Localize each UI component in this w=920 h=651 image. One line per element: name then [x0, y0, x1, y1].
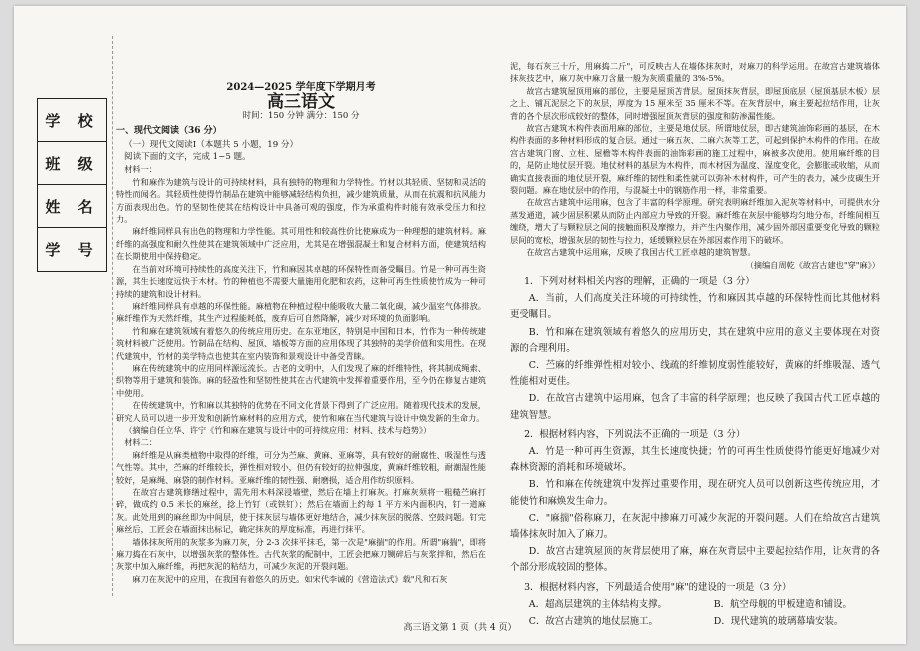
class-label: 班 级	[38, 142, 106, 185]
material-label: 材料一：	[124, 164, 157, 175]
student-info-box	[37, 98, 107, 272]
material-paragraph: 麻刀在灰泥中的应用，在我国有着悠久的历史。如宋代李诫的《营造法式》载"凡和石灰	[132, 573, 448, 584]
question-1-option-a: A．当前，人们高度关注环境的可持续性，竹和麻因其卓越的环保特性而比其他材料更受瞩目。	[510, 293, 880, 321]
question-2-option-c: C．"麻揣"俗称麻刀，在灰泥中掺麻刀可减少灰泥的开裂问题。人们在给故宫古建筑墙体抹灰时加入了麻刀。	[510, 512, 880, 540]
question-3-option-a: A．超高层建筑的主体结构支撑。	[528, 598, 667, 610]
material-paragraph: 在故宫古建筑修缮过程中，需先用木料深浸墙壁，然后在墙上打麻灰。打麻灰须将一粗糙苎麻打碎，做成约 0.5 米长的麻丝，捻上竹钉（或铁钉）；然后在墙面上约每 1 平方米内面积内，钉一道麻灰。此处用到的麻丝即为中间层，使于抹灰层与墙体更好地结合，减少抹灰层的脱落、空鼓问题。钉完麻丝后，工匠会在墙面抹出标记，确定抹灰的厚度标准，再进行抹平。	[116, 487, 486, 535]
source-citation: （摘编自任立华、许宁《竹和麻在建筑与设计中的可持续应用：材料、技术与趋势》）	[124, 424, 432, 435]
right-column	[510, 60, 880, 630]
question-1-option-b: B．竹和麻在建筑领域有着悠久的应用历史，其在建筑中应用的意义主要体现在对资源的合理利用。	[510, 326, 880, 354]
question-2-option-d: D．故宫古建筑屋顶的灰背层使用了麻，麻在灰背层中主要起拉结作用，让灰背的各个部分形成较固的整体。	[510, 546, 880, 574]
material-paragraph: 在故宫古建筑中运用麻，包含了丰富的科学原理。研究表明麻纤维加入泥灰等材料中，可提供水分蒸发通道，减少固层积累从而防止内部应力导致的开裂。麻纤维在灰层中能够均匀地分布，纤维间相互缠绕，增大了与颗粒层之间的接触面积及摩擦力，并产生内聚作用，减少固外部因重要变化导致的颗粒层间的宽松，增强灰层的韧性与拉力，延缓颗粒层在外部因素作用下的破坏。	[510, 197, 880, 245]
question-1-option-d: D．在故宫古建筑中运用麻，包含了丰富的科学原理；也反映了我国古代工匠卓越的建筑智慧。	[510, 393, 880, 421]
material-paragraph: 麻纤维同样具有卓越的环保性能。麻植物在种植过程中能吸收大量二氧化碳，减少温室气体排放。麻纤维作为天然纤维，其生产过程能耗低，废弃后可自然降解，减少对环境的负面影响。	[116, 300, 486, 324]
source-citation: （摘编自周乾《故宫古建也"穿"麻》）	[745, 259, 880, 270]
binding-line	[112, 36, 113, 596]
question-3-option-c: C．故宫古建筑的地仗层施工。	[528, 615, 658, 627]
question-1-option-c: C．苎麻的纤维弹性相对较小、线疏的纤维韧度弱性能较好，黄麻的纤维吸湿、透气性能相对更佳。	[510, 359, 880, 388]
exam-page	[14, 6, 906, 644]
material-paragraph: 竹和麻作为建筑与设计的可持续材料，具有独特的物理和力学特性。竹材以其轻质、坚韧和灵活的特性而闻名。其轻质性使得竹制品在建筑中能够减轻结构负担，减少建筑质量，从而在抗震和抗风能力方面表现出色。竹的坚韧性使其在结构设计中具备可观的强度，作为承重构件时能有效承受压力和拉力。	[116, 176, 486, 225]
question-2-option-a: A．竹是一种可再生资源，其生长速度快捷；竹的可再生性质使得竹能更好地减少对森林资源的消耗和环境破坏。	[510, 445, 880, 474]
material-paragraph: 泥，每石灰三十斤，用麻捣二斤"，可反映古人在墙体抹灰时，对麻刀的科学运用。在故宫古建筑墙体抹灰技艺中，麻刀灰中麻刀含量一般为灰质重量的 3%-5%。	[510, 61, 880, 84]
material-paragraph: 麻在传统建筑中的应用同样源远流长。古老的文明中，人们发现了麻的纤维特性，将其制成绳索、织物等用于建筑和装饰。麻的轻盈性和坚韧性使其在古代建筑中发挥着重要作用，至今仍在修复古建筑中使用。	[116, 362, 486, 398]
question-2-option-b: B．竹和麻在传统建筑中发挥过重要作用，现在研究人员可以创新这些传统应用，才能使竹和麻焕发生命力。	[510, 479, 880, 507]
instruction: 阅读下面的文字，完成 1~5 题。	[124, 152, 251, 163]
material-paragraph: 故宫古建筑木构件表面用麻的部位，主要是地仗层。所谓地仗层，即古建筑油饰彩画的基层，在木构件表面的多种材料形成的复合层。通过一麻五灰、二麻六灰等工艺，可起到保护木构件的作用。在故宫古建筑门窗、立柱、屋檐等木构件表面的油饰彩画的施工过程中，麻被多次使用。使用麻纤维的目的，是防止地仗层开裂。地仗材料的基层为木构件，而木材因为温度、湿度变化，会膨胀或收缩，从而确实直接表面的地仗层开裂，麻纤维的韧性和柔性就可以弥补木材构件，可产生的表力，减少皮碳生开裂问题。麻在地仗层中的作用，与混凝土中的钢筋作用一样，非常重要。	[510, 123, 880, 196]
material-paragraph: 在传统建筑中，竹和麻以其独特的优势在不同文化背景下得到了广泛应用。随着现代技术的发展，研究人员可以进一步开发和创新竹麻材料的应用方式，使竹和麻在当代建筑与设计中焕发新的生命力。	[116, 400, 486, 423]
name-label: 姓 名	[38, 185, 106, 228]
material-paragraph: 竹和麻在建筑领域有着悠久的传统应用历史。在东亚地区，特别是中国和日本，竹作为一种传统建筑材料被广泛使用。竹制品在结构、屋顶、墙板等方面的应用体现了其独特的美学价值和实用性。在现代建筑中，竹材的美学特点也使其在室内装饰和景观设计中备受青睐。	[116, 325, 486, 361]
left-column	[116, 60, 486, 585]
material-paragraph: 墙体抹灰所用的灰浆多为麻刀灰，分 2-3 次抹平抹毛，第一次是"麻揣"的作用。所谓"麻揣"，即将麻刀捣在石灰中，以增强灰浆的整体性。古代灰浆的配制中，工匠会把麻刀铡碎后与灰浆拌和，然后在灰浆中加入麻纤维，再把灰泥的粘结力，可减少灰泥的开裂问题。	[116, 536, 486, 572]
material-paragraph: 麻纤维同样具有出色的物理和力学性能。其可用性和较高性价比使麻成为一种理想的建筑材料。麻纤维的高强度和耐久性使其在建筑领域中广泛应用，尤其是在增强混凝土和复合材料方面，使建筑结构在长期使用中保持稳定。	[116, 226, 486, 262]
material-label: 材料二：	[124, 437, 157, 448]
question-3-option-b: B．航空母舰的甲板建造和铺设。	[713, 598, 852, 610]
question-3: 3．根据材料内容，下列最适合使用"麻"的建设的一项是（3 分）	[524, 581, 792, 593]
question-2: 2．根据材料内容，下列说法不正确的一项是（3 分）	[524, 428, 746, 440]
question-1: 1．下列对材料相关内容的理解，正确的一项是（3 分）	[524, 275, 755, 287]
question-3-options-row	[510, 597, 880, 613]
exam-title: 高三语文	[267, 92, 335, 113]
subsection-heading: （一）现代文阅读Ⅰ（本题共 5 小题，19 分）	[124, 139, 299, 150]
exam-time: 时间：150 分钟 满分：150 分	[242, 110, 360, 121]
material-paragraph: 麻纤维是从麻类植物中取得的纤维，可分为苎麻、黄麻、亚麻等，具有较好的耐腐性、吸湿性与透气性等。其中，苎麻的纤维较长，弹性相对较小，但仍有较好的拉伸强度，黄麻纤维较粗，耐潮湿性能较好，是麻绳、麻袋的制作材料。亚麻纤维的韧性强、耐磨损，适合用作纺织原料。	[116, 449, 486, 485]
student-number-label: 学 号	[45, 241, 99, 259]
material-paragraph: 在故宫古建筑中运用麻，反映了我国古代工匠卓越的建筑智慧。	[526, 247, 756, 258]
question-3-option-d: D．现代建筑的玻璃幕墙安装。	[713, 615, 844, 627]
exam-year: 2024—2025 学年度下学期月考	[226, 82, 376, 93]
page-footer: 高三语文第 1 页（共 4 页）	[403, 623, 517, 633]
material-paragraph: 故宫古建筑屋顶用麻的部位，主要是屋顶苫背层。屋顶抹灰背层，即屋顶底层（屋顶基层木板）层之上、铺瓦泥层之下的灰层，厚度为 15 厘米至 35 厘米不等。在灰背层中，麻主要起拉结作用，让灰背的各个层次形成较好的整体，同时增强屋顶灰背层的强度和防渗漏性能。	[510, 85, 880, 121]
section-heading: 一、现代文阅读（36 分）	[116, 126, 222, 137]
school-label: 学 校	[38, 99, 106, 142]
material-paragraph: 在当前对环境可持续性的高度关注下，竹和麻因其卓越的环保特性而备受瞩目。竹是一种可再生资源，其生长速度远快于木材。竹的种植也不需要大量施用化肥和农药，这种可再生性质使竹成为一种可持续的建筑和设计材料。	[116, 263, 486, 299]
